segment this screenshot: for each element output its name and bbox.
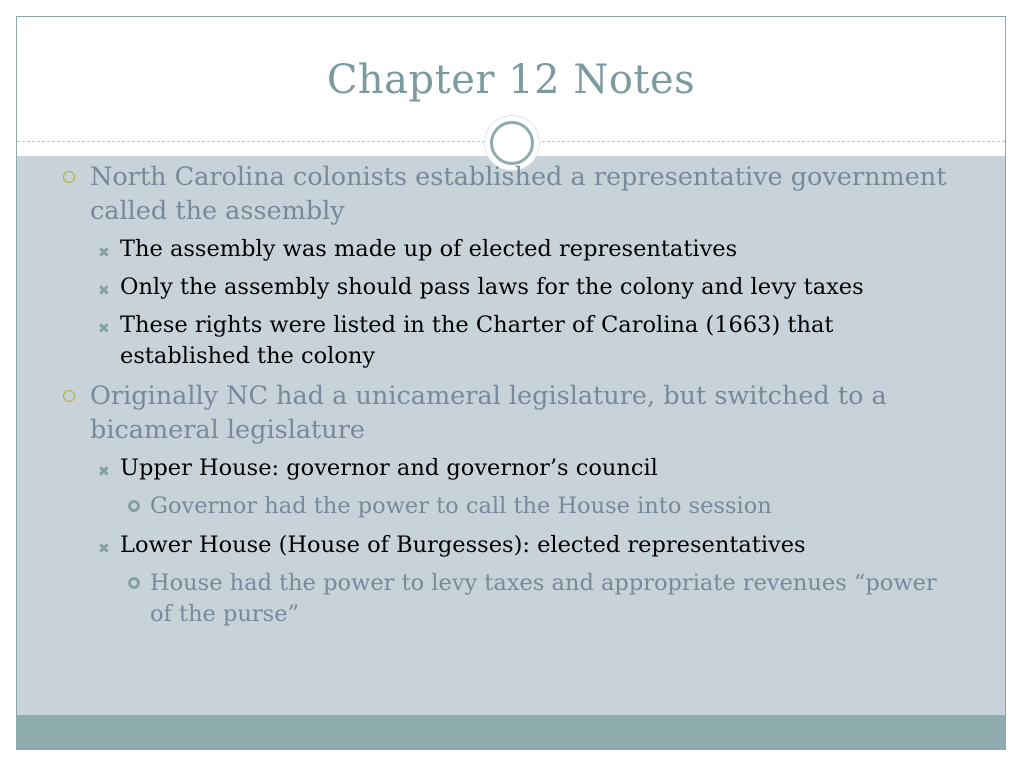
slide-title: Chapter 12 Notes bbox=[326, 57, 696, 103]
bullet-item-level3 bbox=[60, 491, 960, 522]
bullet-text: North Carolina colonists established a representative government called the assembly bbox=[90, 162, 947, 226]
bullet-text: The assembly was made up of elected representatives bbox=[120, 236, 738, 262]
cross-bullet-icon: ✖ bbox=[98, 283, 110, 299]
bullet-item-level2 bbox=[60, 453, 960, 484]
footer-bar bbox=[17, 715, 1005, 750]
ring-bullet-icon bbox=[63, 390, 75, 402]
circle-ornament-inner bbox=[490, 121, 534, 165]
bullet-item-level2 bbox=[60, 530, 960, 561]
dot-bullet-icon bbox=[128, 577, 140, 589]
cross-bullet-icon: ✖ bbox=[98, 321, 110, 337]
cross-bullet-icon: ✖ bbox=[98, 541, 110, 557]
bullet-text: Upper House: governor and governor’s council bbox=[120, 455, 658, 481]
bullet-item-level2 bbox=[60, 272, 960, 303]
bullet-text: Only the assembly should pass laws for the colony and levy taxes bbox=[120, 274, 864, 300]
bullet-item-level1 bbox=[60, 379, 960, 447]
bullet-item-level3 bbox=[60, 568, 960, 630]
dot-bullet-icon bbox=[128, 500, 140, 512]
bullet-item-level1 bbox=[60, 160, 960, 228]
bullet-text: Originally NC had a unicameral legislature, but switched to a bicameral legislature bbox=[90, 381, 887, 445]
bullet-text: Lower House (House of Burgesses): elected representatives bbox=[120, 532, 806, 558]
bullet-list bbox=[60, 160, 960, 638]
ring-bullet-icon bbox=[63, 171, 75, 183]
bullet-item-level2 bbox=[60, 234, 960, 265]
bullet-text: House had the power to levy taxes and appropriate revenues “power of the purse” bbox=[150, 570, 937, 627]
bullet-text: Governor had the power to call the House into session bbox=[150, 493, 772, 519]
bullet-item-level2 bbox=[60, 310, 960, 372]
cross-bullet-icon: ✖ bbox=[98, 245, 110, 261]
bullet-text: These rights were listed in the Charter of Carolina (1663) that established the colony bbox=[120, 312, 834, 369]
cross-bullet-icon: ✖ bbox=[98, 464, 110, 480]
